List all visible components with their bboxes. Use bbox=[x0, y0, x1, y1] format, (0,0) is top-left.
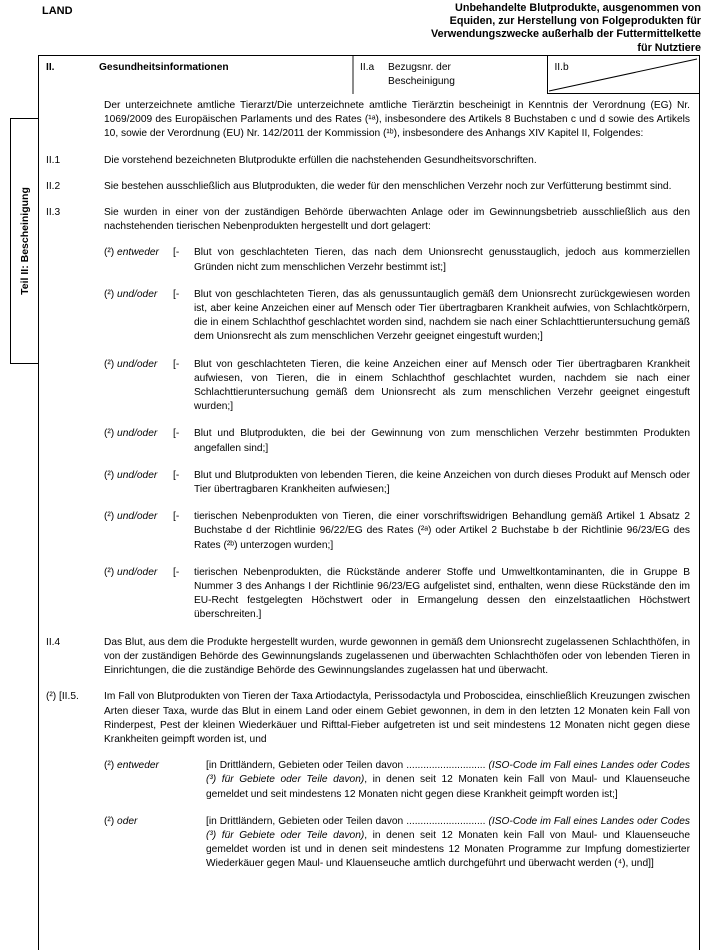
part-ii-sidebar bbox=[10, 118, 39, 364]
bracket-marker: [- bbox=[173, 469, 180, 481]
subitem-row bbox=[104, 427, 690, 455]
subitem-marker bbox=[104, 815, 206, 872]
subitem-marker bbox=[104, 566, 173, 623]
document-title-line: Verwendungszwecke außerhalb der Futtermittelkette bbox=[431, 28, 701, 41]
alternative-word: oder bbox=[117, 815, 138, 827]
bracket-marker: [- bbox=[173, 566, 180, 578]
subitem-marker bbox=[104, 358, 173, 415]
item-text: Sie wurden in einer von der zuständigen Behörde überwachten Anlage oder im Gewinnungsbetrieb ausschließlich aus den nachstehenden tierischen Nebenprodukten hergestellt und dort gelagert: bbox=[104, 207, 690, 233]
item-number: II.2 bbox=[46, 180, 61, 192]
item-text: Im Fall von Blutprodukten von Tieren der Taxa Artiodactyla, Perissodactyla und Proboscidea, einschließlich Kreuzungen zwischen Arten dieser Taxa, wurde das Blut in einem Land oder einem Gebiet gewonnen, in dem in den letzten 12 Monaten kein Fall von Rinderpest, Pest der kleinen Wiederkäuer und Rifttal-Fieber aufgetreten ist und seit mindestens 12 Monaten nicht gegen diese Krankheiten geimpft worden ist, und bbox=[104, 691, 690, 745]
ref-cell-number: II.a bbox=[360, 62, 375, 73]
alternative-word: und/oder bbox=[117, 288, 158, 300]
footnote-marker: (²) bbox=[104, 288, 115, 300]
bracket-marker: [- bbox=[173, 358, 180, 370]
intro-paragraph: Der unterzeichnete amtliche Tierarzt/Die unterzeichnete amtliche Tierärztin bescheinigt in Kenntnis der Verordnung (EG) Nr. 1069/2009 des Europäischen Parlaments und des Rates (¹ᵃ), insbesondere des Artikels 8 Buchstaben c und d sowie des Artikels 10, sowie der Verordnung (EU) Nr. 142/2011 der Kommission (¹ᵇ), insbesondere des Anhangs XIV Kapitel II, Folgendes: bbox=[104, 100, 690, 140]
item-number: II.4 bbox=[46, 636, 61, 648]
certificate-table bbox=[38, 55, 700, 950]
subitem-marker bbox=[104, 288, 173, 345]
bracket-marker: [- bbox=[173, 428, 180, 440]
item-text: Die vorstehend bezeichneten Blutprodukte erfüllen die nachstehenden Gesundheitsvorschriften. bbox=[104, 154, 537, 166]
footnote-marker: (²) bbox=[104, 358, 115, 370]
subitem-text: [in Drittländern, Gebieten oder Teilen davon ............................ (ISO-Code im Fall eines Landes oder Codes (³) für Gebiete oder Teile davon), in denen seit 12 Monaten kein Fall von Maul- und Klauenseuche gemeldet und seit mindestens 12 Monaten nicht gegen diese Krankheit geimpft worden ist;] bbox=[206, 760, 690, 800]
subitem-row bbox=[104, 759, 690, 802]
reference-number-cell bbox=[352, 56, 547, 94]
local-reference-cell bbox=[547, 56, 699, 94]
alternative-word: und/oder bbox=[117, 566, 158, 578]
subitem-row bbox=[104, 288, 690, 345]
bracket-marker: [- bbox=[173, 511, 180, 523]
item-row-ii1 bbox=[39, 154, 699, 168]
item-row-ii3 bbox=[39, 206, 699, 234]
item-row-ii5 bbox=[39, 690, 699, 747]
footnote-marker: (²) bbox=[104, 566, 115, 578]
subitem-marker bbox=[104, 510, 173, 553]
footnote-marker: (²) bbox=[104, 511, 115, 523]
part-ii-sidebar-label: Teil II: Bescheinigung bbox=[18, 187, 31, 295]
country-label: LAND bbox=[42, 5, 73, 17]
alternative-word: und/oder bbox=[117, 358, 158, 370]
health-information-cell bbox=[39, 56, 352, 94]
subitem-marker bbox=[104, 427, 173, 455]
subitem-text: Blut und Blutprodukten, die bei der Gewinnung von zum menschlichen Verzehr bestimmten Produkten angefallen sind;] bbox=[194, 428, 690, 454]
certificate-table-header bbox=[39, 56, 699, 94]
footnote-marker: (²) bbox=[104, 247, 115, 259]
subitem-marker bbox=[104, 469, 173, 497]
subitem-row bbox=[104, 246, 690, 274]
subitem-row bbox=[104, 469, 690, 497]
item-number: (²) [II.5. bbox=[46, 691, 79, 703]
certificate-body bbox=[39, 94, 699, 872]
document-title-line: Equiden, zur Herstellung von Folgeprodukten für bbox=[449, 15, 701, 28]
alternative-word: entweder bbox=[117, 247, 159, 259]
alternative-word: und/oder bbox=[117, 469, 158, 481]
subitem-row bbox=[104, 358, 690, 415]
subitem-row bbox=[104, 815, 690, 872]
subitem-text: tierischen Nebenprodukten, die Rückstände anderer Stoffe und Umweltkontaminanten, die in Gruppe B Nummer 3 des Anhangs I der Richtlinie 96/23/EG aufgelistet sind, enthalten, wenn diese Rückstände den im EU-Recht festgelegten Höchstwert oder in Ermangelung dessen den einzelstaatlichen Höchstwert überschreiten.] bbox=[194, 566, 690, 621]
item-text: Das Blut, aus dem die Produkte hergestellt wurden, wurde gewonnen in gemäß dem Unionsrecht zugelassenen Schlachthöfen, in von der zuständigen Behörde des Gewinnungslands zugelassenen und überwachten Schlachthöfen oder von lebenden Tieren in Einrichtungen, die die zuständige Behörde des Gewinnungslandes zugelassen hat und überwacht. bbox=[104, 636, 690, 677]
document-title bbox=[241, 2, 701, 55]
subitem-marker bbox=[104, 246, 173, 274]
bracket-marker: [- bbox=[173, 288, 180, 300]
footnote-marker: (²) bbox=[104, 469, 115, 481]
subitem-text: Blut von geschlachteten Tieren, die keine Anzeichen einer auf Mensch oder Tier übertragbaren Krankheit aufwiesen, von Tieren, die in einem Schlachthof geschlachtet wurden, nachdem sie nach einer Schlachttieruntersuchung gemäß dem Unionsrecht als zum menschlichen Verzehr geeignet eingestuft wurden;] bbox=[194, 358, 690, 413]
item-number: II.3 bbox=[46, 207, 61, 219]
subitem-text: tierischen Nebenprodukten von Tieren, die einer vorschriftswidrigen Behandlung gemäß Artikel 1 Absatz 2 Buchstabe d der Richtlinie 96/22/EG des Rates (²ᵃ) oder Artikel 2 Buchstabe b der Richtlinie 96/23/EG des Rates (²ᵇ) unterzogen wurden;] bbox=[194, 511, 690, 551]
subitem-row bbox=[104, 566, 690, 623]
footnote-marker: (²) bbox=[104, 428, 115, 440]
subitem-row bbox=[104, 510, 690, 553]
alternative-word: und/oder bbox=[117, 428, 158, 440]
footnote-marker: (²) bbox=[104, 760, 115, 772]
bracket-marker: [- bbox=[173, 247, 180, 259]
diagonal-strike-line bbox=[548, 56, 698, 92]
ref-cell-label: Bezugsnr. der Bescheinigung bbox=[388, 62, 455, 88]
item-row-ii2 bbox=[39, 180, 699, 194]
section-title: Gesundheitsinformationen bbox=[99, 62, 229, 73]
section-number: II. bbox=[46, 62, 55, 73]
subitem-text: [in Drittländern, Gebieten oder Teilen davon ............................ (ISO-Code im Fall eines Landes oder Codes (³) für Gebiete oder Teile davon), in denen seit 12 Monaten kein Fall von Maul- und Klauenseuche gemeldet worden ist und in denen seit mindestens 12 Monaten Programme zur Impfung domestizierter Wiederkäuer gegen Maul- und Klauenseuche amtlich durchgeführt und überwacht werden (⁴), und]] bbox=[206, 815, 690, 870]
subitem-text: Blut von geschlachteten Tieren, das als genussuntauglich gemäß dem Unionsrecht zurückgewiesen worden ist, aber keine Anzeichen einer auf Mensch oder Tier übertragbaren Krankheit aufwies, von Schlachtkörpern, die in einem Schlachthof geschlachtet worden sind, nachdem sie nach einer Schlachttieruntersuchung gemäß dem Unionsrecht als zum menschlichen Verzehr geeignet eingestuft wurden;] bbox=[194, 288, 690, 343]
subitem-marker bbox=[104, 759, 206, 802]
item-number: II.1 bbox=[46, 154, 61, 166]
local-ref-cell-number: II.b bbox=[554, 62, 569, 73]
subitem-text: Blut von geschlachteten Tieren, das nach dem Unionsrecht genusstauglich, jedoch aus kommerziellen Gründen nicht zum menschlichen Verzehr bestimmt ist;] bbox=[194, 247, 690, 273]
document-title-line: Unbehandelte Blutprodukte, ausgenommen von bbox=[455, 2, 701, 14]
document-title-line: für Nutztiere bbox=[637, 41, 701, 54]
footnote-marker: (²) bbox=[104, 815, 115, 827]
alternative-word: und/oder bbox=[117, 511, 158, 523]
item-row-ii4 bbox=[39, 636, 699, 679]
subitem-text: Blut und Blutprodukten von lebenden Tieren, die keine Anzeichen von durch dieses Produkt auf Mensch oder Tier übertragbaren Krankheiten aufwiesen;] bbox=[194, 469, 690, 496]
alternative-word: entweder bbox=[117, 760, 159, 772]
item-text: Sie bestehen ausschließlich aus Blutprodukten, die weder für den menschlichen Verzehr noch zur Verfütterung bestimmt sind. bbox=[104, 180, 672, 192]
